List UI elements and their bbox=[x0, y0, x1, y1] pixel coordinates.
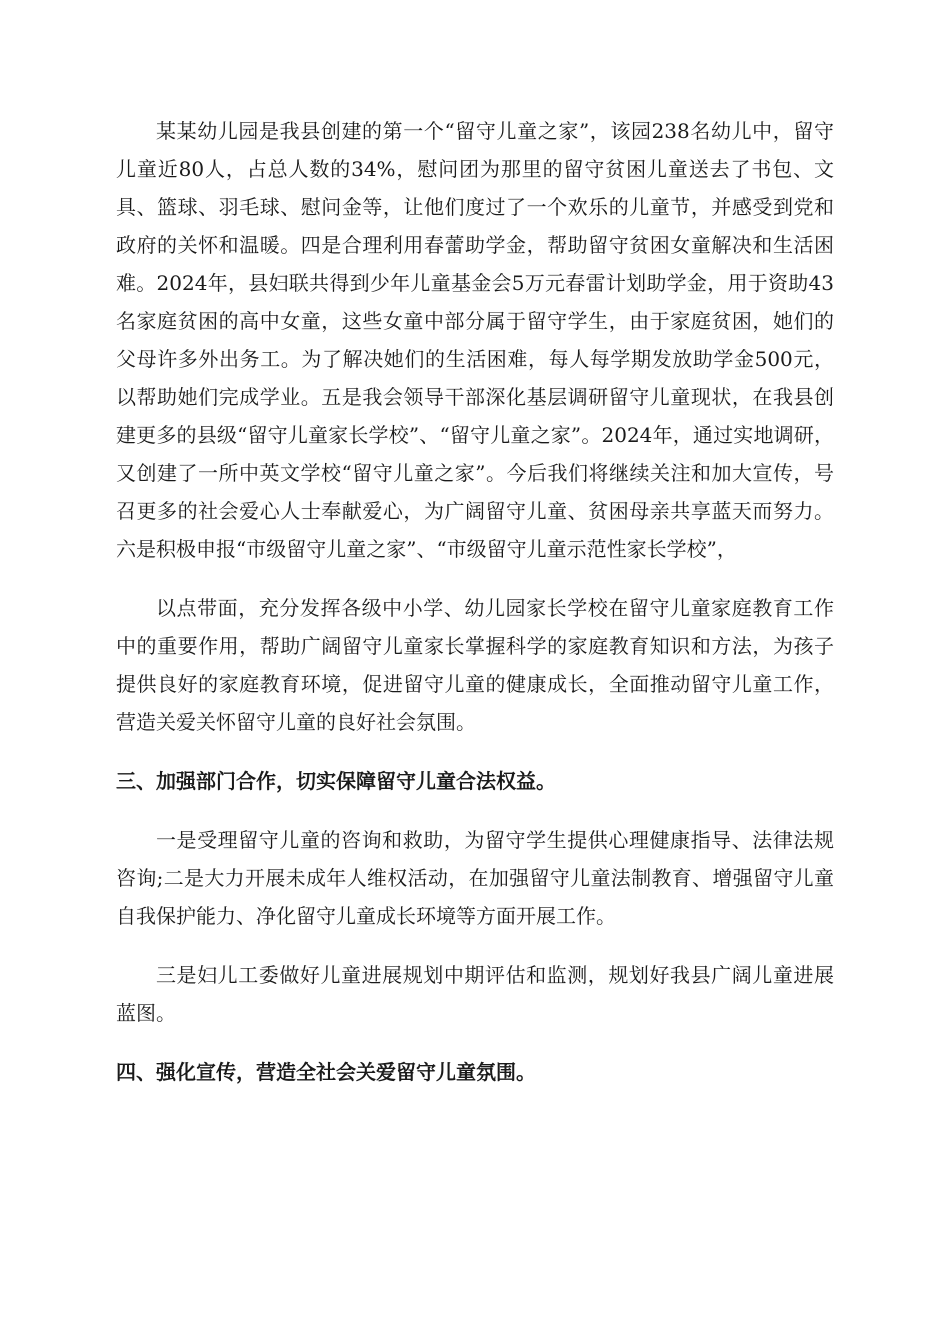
section-heading-four: 四、强化宣传，营造全社会关爱留守儿童氛围。 bbox=[116, 1060, 536, 1084]
document-page bbox=[116, 112, 834, 1112]
paragraph-parent-schools: 以点带面，充分发挥各级中小学、幼儿园家长学校在留守儿童家庭教育工作中的重要作用，帮助广阔留守儿童家长掌握科学的家庭教育知识和方法，为孩子提供良好的家庭教育环境，促进留守儿童的健康成长，全面推动留守儿童工作，营造关爱关怀留守儿童的良好社会氛围。 bbox=[116, 596, 834, 734]
paragraph-kindergarten-visit: 某某幼儿园是我县创建的第一个“留守儿童之家”，该园238名幼儿中，留守儿童近80人，占总人数的34%，慰问团为那里的留守贫困儿童送去了书包、文具、篮球、羽毛球、慰问金等，让他们度过了一个欢乐的儿童节，并感受到党和政府的关怀和温暖。四是合理利用春蕾助学金，帮助留守贫困女童解决和生活困难。2024年，县妇联共得到少年儿童基金会5万元春雷计划助学金，用于资助43名家庭贫困的高中女童，这些女童中部分属于留守学生，由于家庭贫困，她们的父母许多外出务工。为了解决她们的生活困难，每人每学期发放助学金500元，以帮助她们完成学业。五是我会领导干部深化基层调研留守儿童现状，在我县创建更多的县级“留守儿童家长学校”、“留守儿童之家”。2024年，通过实地调研，又创建了一所中英文学校“留守儿童之家”。今后我们将继续关注和加大宣传，号召更多的社会爱心人士奉献爱心，为广阔留守儿童、贫困母亲共享蓝天而努力。六是积极申报“市级留守儿童之家”、“市级留守儿童示范性家长学校”， bbox=[116, 119, 834, 561]
paragraph-consultation-rescue: 一是受理留守儿童的咨询和救助，为留守学生提供心理健康指导、法律法规咨询;二是大力开展未成年人维权活动，在加强留守儿童法制教育、增强留守儿童自我保护能力、净化留守儿童成长环境等方面开展工作。 bbox=[116, 828, 834, 928]
section-heading-three: 三、加强部门合作，切实保障留守儿童合法权益。 bbox=[116, 769, 556, 793]
paragraph-development-plan: 三是妇儿工委做好儿童进展规划中期评估和监测，规划好我县广阔儿童进展蓝图。 bbox=[116, 963, 834, 1025]
